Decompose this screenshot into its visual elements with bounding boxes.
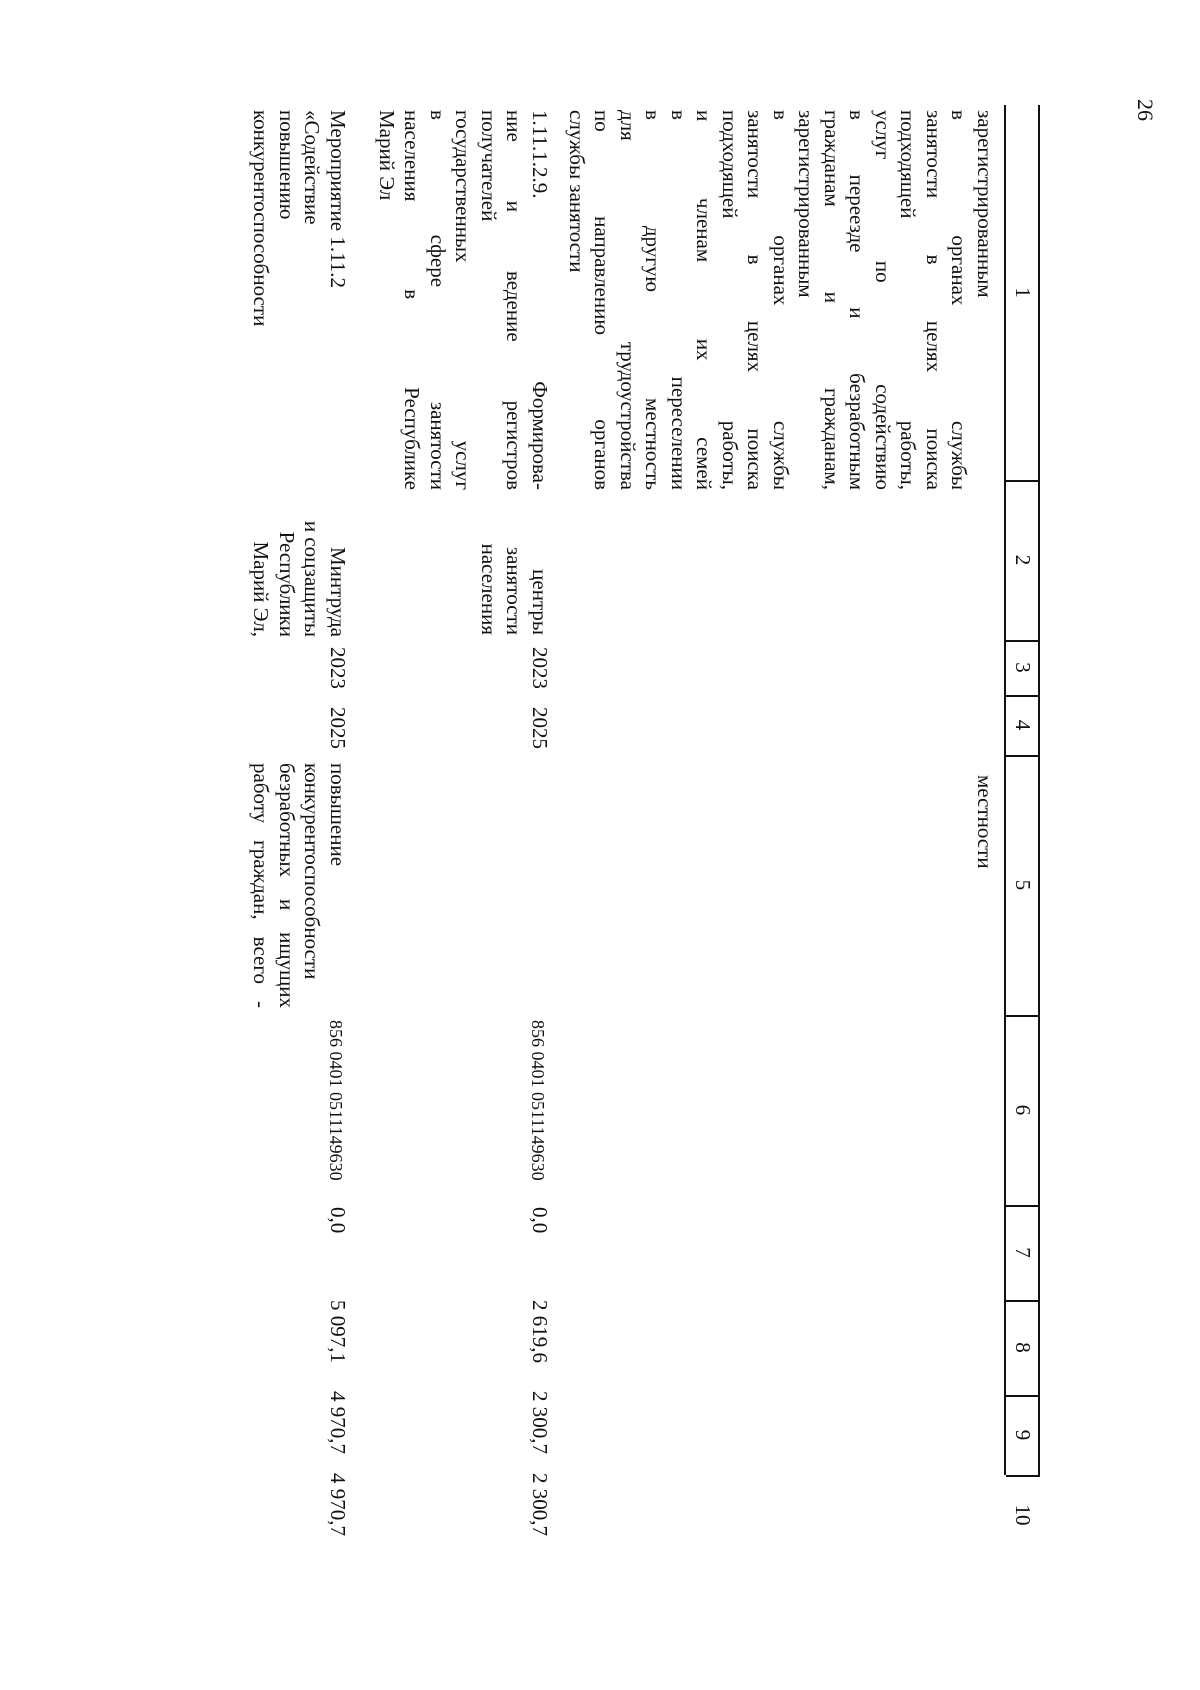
- cell-line: центры: [528, 569, 552, 635]
- cell-line: в органах службы: [947, 110, 972, 490]
- table-row-2-col10: 2 300,7: [528, 1473, 552, 1536]
- table-row-3-col8: 5 097,1: [326, 1300, 350, 1363]
- table-row-3-col4: 2025: [326, 707, 350, 749]
- cell-line: занятости в целях поиска: [922, 110, 946, 490]
- table-row-2-col2: [476, 490, 553, 635]
- table-row-3-col1: [248, 110, 350, 490]
- table-row-1-col1: [564, 110, 998, 490]
- cell-line: в переселении: [667, 110, 691, 490]
- column-header-7: 7: [1011, 1247, 1036, 1258]
- cell-line: в органах службы: [769, 110, 793, 490]
- cell-line: занятости в целях поиска: [743, 110, 768, 490]
- cell-line: гражданам и гражданам,: [820, 110, 844, 490]
- table-row-2-col7: 0,0: [528, 1207, 552, 1234]
- table-row-2-col3: 2023: [528, 647, 552, 689]
- cell-line: ние и ведение регистров: [502, 110, 527, 490]
- cell-line: занятости: [502, 546, 527, 635]
- cell-line: зарегистрированным: [794, 110, 819, 298]
- cell-line: повышению: [275, 110, 299, 220]
- cell-line: по направлению органов: [590, 110, 615, 490]
- column-header-3: 3: [1011, 662, 1036, 673]
- table-row-2-col8: 2 619,6: [528, 1300, 552, 1363]
- cell-line: для трудоустройства: [616, 110, 640, 490]
- cell-line: местности: [973, 775, 997, 869]
- column-header-1: 1: [1011, 287, 1036, 298]
- cell-line: Марий Эл,: [249, 541, 274, 637]
- table-row-3-col6: 856 0401 0511149630: [326, 1020, 346, 1181]
- cell-line: в другую местность: [641, 110, 666, 490]
- cell-line: Мероприятие 1.11.2: [326, 110, 350, 289]
- table-row-3-col5: [248, 763, 350, 1008]
- cell-line: конкурентоспособности: [249, 110, 274, 327]
- cell-line: 1.11.1.2.9. Формирова-: [528, 110, 552, 490]
- cell-line: Марий Эл: [375, 110, 399, 201]
- cell-line: и соцзащиты: [300, 520, 325, 637]
- cell-line: получателей: [477, 110, 501, 222]
- cell-line: населения: [477, 543, 501, 635]
- cell-line: конкурентоспособности: [300, 763, 325, 980]
- cell-line: Минтруда: [326, 547, 350, 637]
- cell-line: «Содействие: [300, 110, 325, 225]
- column-header-8: 8: [1011, 1342, 1036, 1353]
- table-row-3-col9: 4 970,7: [326, 1391, 350, 1454]
- cell-line: повышение: [326, 763, 350, 867]
- table-row-3-col3: 2023: [326, 647, 350, 689]
- cell-line: подходящей работы,: [896, 110, 921, 490]
- column-header-10: 10: [1011, 1504, 1036, 1526]
- cell-line: зарегистрированным: [973, 110, 997, 298]
- table-row-2-col4: 2025: [528, 707, 552, 749]
- table-row-2-col1: [374, 110, 553, 490]
- column-header-4: 4: [1011, 719, 1036, 731]
- cell-line: населения в Республике: [400, 110, 425, 490]
- cell-line: в переезде и безработным: [845, 110, 870, 490]
- cell-line: безработных и ищущих: [275, 763, 299, 1008]
- cell-line: Республики: [275, 531, 299, 637]
- column-header-6: 6: [1011, 1104, 1036, 1116]
- table-row-1-col5: [972, 775, 998, 869]
- cell-line: и членам их семей: [692, 110, 717, 490]
- column-header-2: 2: [1011, 554, 1036, 566]
- cell-line: в сфере занятости: [426, 110, 450, 490]
- cell-line: службы занятости: [565, 110, 589, 273]
- table-row-2-col9: 2 300,7: [528, 1391, 552, 1454]
- column-header-9: 9: [1011, 1429, 1036, 1441]
- table-row-3-col2: [248, 487, 350, 637]
- cell-line: работу граждан, всего -: [249, 763, 274, 1008]
- cell-line: государственных услуг: [451, 110, 476, 490]
- cell-line: подходящей работы,: [718, 110, 742, 490]
- table-row-3-col10: 4 970,7: [326, 1473, 350, 1536]
- cell-line: услуг по содействию: [871, 110, 895, 490]
- page-number: 26: [1133, 99, 1158, 121]
- table-row-3-col7: 0,0: [326, 1207, 350, 1234]
- budget-table: [100, 95, 1040, 1536]
- table-row-2-col6: 856 0401 0511149630: [528, 1020, 548, 1181]
- column-header-5: 5: [1011, 879, 1036, 891]
